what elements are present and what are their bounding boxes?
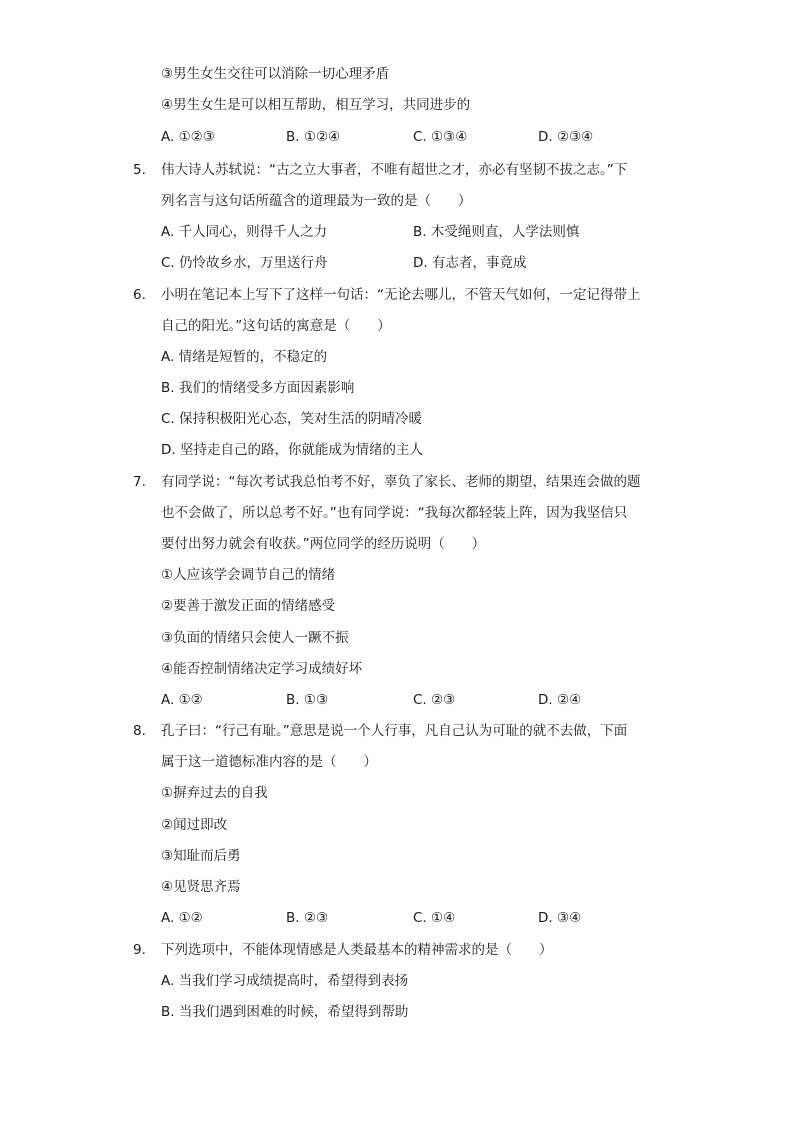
question-6-number: 6.: [133, 287, 146, 303]
question-8-number: 8.: [133, 723, 146, 739]
question-8-stem-line-1: 孔子曰：“行己有耻。”意思是说一个人行事，凡自己认为可耻的就不去做，下面: [161, 723, 628, 739]
question-7-number: 7.: [133, 474, 146, 490]
question-8-statement-3: ③知耻而后勇: [161, 848, 241, 864]
option-c: C. ①③④: [413, 129, 468, 145]
question-8-stem-line-2: 属于这一道德标准内容的是（ ）: [161, 754, 377, 770]
question-8-statement-2: ②闻过即改: [161, 817, 228, 833]
question-6-stem-line-1: 小明在笔记本上写下了这样一句话：“无论去哪儿，不管天气如何，一定记得带上: [161, 287, 641, 303]
question-8-option-a: A. ①②: [161, 910, 203, 926]
question-7-statement-1: ①人应该学会调节自己的情绪: [161, 567, 336, 583]
option-d: D. ②③④: [538, 129, 594, 145]
question-5-option-c: C. 仍怜故乡水，万里送行舟: [161, 255, 328, 271]
question-6-option-c: C. 保持积极阳光心态，笑对生活的阴晴冷暖: [161, 411, 423, 427]
question-9-option-b: B. 当我们遇到困难的时候，希望得到帮助: [161, 1004, 409, 1020]
question-5-stem-line-2: 列名言与这句话所蕴含的道理最为一致的是（ ）: [161, 193, 472, 209]
question-7-statement-3: ③负面的情绪只会使人一蹶不振: [161, 630, 349, 646]
question-5-option-d: D. 有志者，事竟成: [413, 255, 527, 271]
question-8-option-d: D. ③④: [538, 910, 582, 926]
question-6-option-d: D. 坚持走自己的路，你就能成为情绪的主人: [161, 442, 423, 458]
statement-4: ④男生女生是可以相互帮助，相互学习，共同进步的: [161, 97, 471, 113]
question-7-stem-line-2: 也不会做了，所以总考不好。”也有同学说：“我每次都轻装上阵，因为我坚信只: [161, 505, 628, 521]
question-7-stem-line-1: 有同学说：“每次考试我总怕考不好，辜负了家长、老师的期望，结果连会做的题: [161, 474, 641, 490]
question-8-statement-1: ①摒弃过去的自我: [161, 785, 268, 801]
question-6-option-b: B. 我们的情绪受多方面因素影响: [161, 380, 355, 396]
question-7-statement-2: ②要善于激发正面的情绪感受: [161, 598, 336, 614]
option-b: B. ①②④: [286, 129, 341, 145]
question-5-option-a: A. 千人同心，则得千人之力: [161, 224, 328, 240]
question-8-option-c: C. ①④: [413, 910, 456, 926]
statement-3: ③男生女生交往可以消除一切心理矛盾: [161, 66, 390, 82]
question-7-stem-line-3: 要付出努力就会有收获。”两位同学的经历说明（ ）: [161, 536, 486, 552]
question-6-option-a: A. 情绪是短暂的，不稳定的: [161, 349, 328, 365]
question-5-option-b: B. 木受绳则直，人学法则慎: [413, 224, 580, 240]
question-7-option-b: B. ①③: [286, 692, 329, 708]
question-6-stem-line-2: 自己的阳光。”这句话的寓意是（ ）: [161, 318, 391, 334]
question-9-option-a: A. 当我们学习成绩提高时，希望得到表扬: [161, 973, 409, 989]
question-9-number: 9.: [133, 942, 146, 958]
question-7-option-c: C. ②③: [413, 692, 456, 708]
question-5-stem-line-1: 伟大诗人苏轼说：“古之立大事者，不唯有超世之才，亦必有坚韧不拔之志。”下: [161, 162, 628, 178]
question-5-number: 5.: [133, 162, 146, 178]
question-7-statement-4: ④能否控制情绪决定学习成绩好坏: [161, 661, 363, 677]
question-8-statement-4: ④见贤思齐焉: [161, 879, 241, 895]
question-9-stem-line-1: 下列选项中，不能体现情感是人类最基本的精神需求的是（ ）: [161, 942, 553, 958]
question-7-option-a: A. ①②: [161, 692, 203, 708]
option-a: A. ①②③: [161, 129, 215, 145]
question-7-option-d: D. ②④: [538, 692, 582, 708]
question-8-option-b: B. ②③: [286, 910, 329, 926]
